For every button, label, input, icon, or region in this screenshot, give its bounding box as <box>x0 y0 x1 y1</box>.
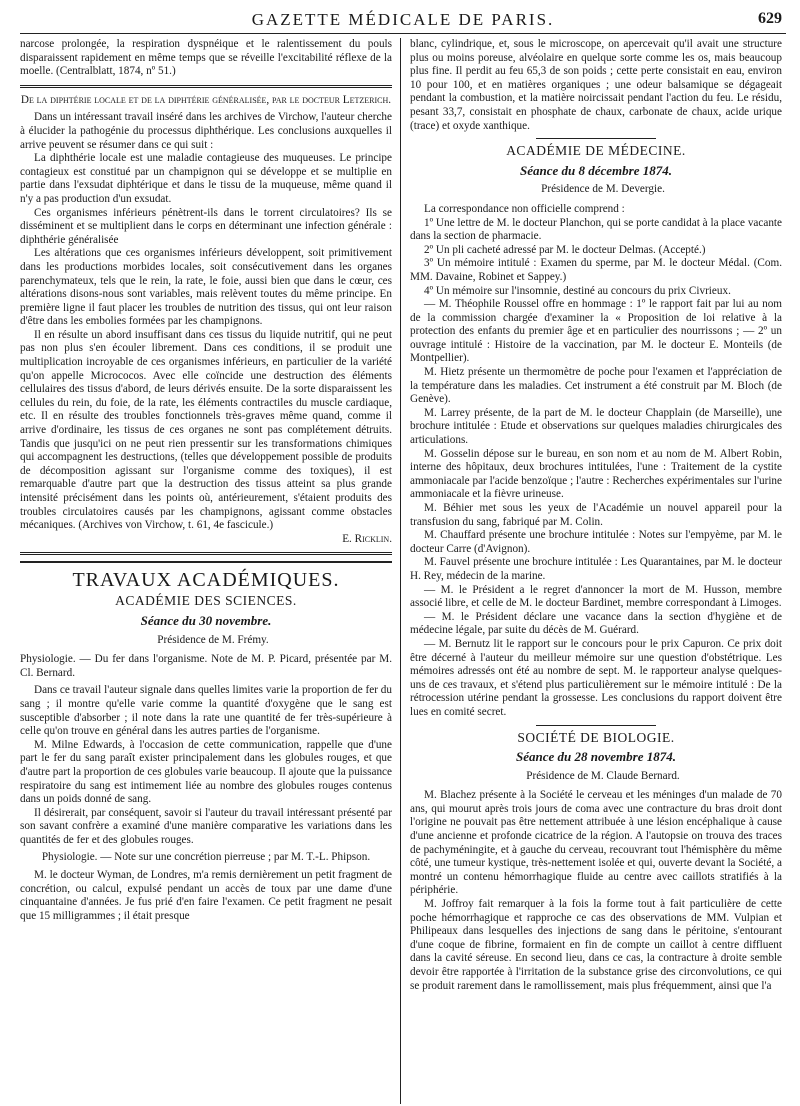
divider <box>536 725 656 726</box>
session-heading: Séance du 8 décembre 1874. <box>519 162 672 178</box>
divider <box>20 561 392 563</box>
paragraph: M. Blachez présente à la Société le cerveau et les méninges d'un malade de 70 ans, qui mourut après trois jours de coma avec une contracture du bras droit dont l'origine ne pouvait pas être nettement attribuée à une lésion encéphalique à cause d'une ancienne et profonde cicatrice de la région. A l'autopsie on trouva des traces de pachyméningite, et à gauche du cerveau, recouvrant tout l'hémisphère du même côté, une tumeur kystique, très-nettement isolée et qui, ouverte devant la Société, a montré un contenu hémorrhagique fluide au centre avec caillots stratifiés à la périphérie. <box>410 789 782 897</box>
paragraph: Il désirerait, par conséquent, savoir si l'auteur du travail intéressant présenté par son savant confrère a examiné d'une manière comparative les variations dans les quantités de fer et des globules rouges. <box>20 806 392 846</box>
paragraph: Ces organismes inférieurs pénètrent-ils dans le torrent circulatoires? Ils se disséminent et se multiplient dans le corps en déterminant une infection générale : diphthérie généralisée <box>20 206 392 246</box>
paragraph: M. Larrey présente, de la part de M. le docteur Chapplain (de Marseille), une brochure intitulée : Etude et observations sur quelques maladies chirurgicales des articulations. <box>410 406 782 447</box>
divider <box>20 85 392 88</box>
header-rule <box>20 33 786 34</box>
paragraph: — M. le Président déclare une vacance dans la section d'hygiène et de médecine légale, par suite du décès de M. Guérard. <box>410 610 782 637</box>
paragraph: Il en résulte un abord insuffisant dans ces tissus du liquide nutritif, qui ne peut pas non plus s'en écouler librement. Dans ces conditions, il se produit une multiplication incroyable de ces organismes inférieurs, en particulier de la variété qu'on appelle Micrococos. Avec elle coïncide une destruction des éléments cellulaires des tissus d'abord, de leurs dérivés ensuite. De la sorte disparaissent les cellules du rein, du foie, de la rate, les éléments contractiles du muscle cardiaque, etc. Il en résulte des troubles fonctionnels très-graves même quand, comme il arrive d'ordinaire, les tissus de ces organes ne sont pas complétement détruits. Tandis que jusqu'ici on ne peut rien pressentir sur les transformations chimiques qui accompagnent les destructions, (telles que développement possible de produits de décomposition agissant sur l'organisme comme des toxiques), il est remarquable d'autre part que la destruction des tissus atteint sa plus grande intensité précisément dans les points où, antérieurement, s'étaient produits des troubles circulatoires causés par les champignons, agissant comme obstacles mécaniques. (Archives von Virchow, t. 61, 4e fascicule.) <box>20 328 392 532</box>
academy-title: ACADÉMIE DES SCIENCES. <box>115 593 297 609</box>
paragraph: La correspondance non officielle comprend : <box>424 202 625 215</box>
paragraph: M. le docteur Wyman, de Londres, m'a remis dernièrement un petit fragment de concrétion, ou calcul, expulsé pendant un accès de toux par une dame d'une cinquantaine d'années. Je fus prié d'en faire l'examen. Ce petit fragment ne pesait que 15 milligrammes ; il était presque <box>20 869 392 922</box>
paragraph: M. Chauffard présente une brochure intitulée : Notes sur l'empyème, par M. le docteur Carre (d'Avignon). <box>410 529 782 555</box>
paragraph: M. Hietz présente un thermomètre de poche pour l'examen et l'appréciation de la température dans les maladies. Cet instrument a été construit par M. Bloch (de Genève). <box>410 366 782 406</box>
paragraph: M. Fauvel présente une brochure intitulée : Les Quarantaines, par M. le docteur H. Rey, médecin de la marine. <box>410 556 782 582</box>
divider <box>20 552 392 555</box>
paragraph: M. Béhier met sous les yeux de l'Académie un nouvel appareil pour la transfusion du sang, fabriqué par M. Colin. <box>410 502 782 528</box>
paragraph: Dans un intéressant travail inséré dans les archives de Virchow, l'auteur cherche à élucider la pathogénie du processus diphthérique. Les conclusions auxquelles il arrive peuvent se résumer dans ce qui suit : <box>20 111 392 151</box>
paragraph: 3º Un mémoire intitulé : Examen du sperme, par M. le docteur Médal. (Com. MM. Davaine, Robinet et Sappey.) <box>410 257 782 283</box>
society-title: SOCIÉTÉ DE BIOLOGIE. <box>517 729 675 745</box>
paragraph: — M. Théophile Roussel offre en hommage : 1º le rapport fait par lui au nom de la commission chargée d'examiner la « Proposition de loi relative à la protection des enfants du premier âge et en particulier des nourrissons ; — 2º un ouvrage intitulé : Histoire de la vaccination, par M. le docteur E. Monteils (de Montpellier). <box>410 298 782 365</box>
paragraph: — M. le Président a le regret d'annoncer la mort de M. Husson, membre associé libre, et celle de M. le docteur Bardinet, membre correspondant à Limoges. <box>410 583 782 610</box>
paragraph: M. Milne Edwards, à l'occasion de cette communication, rappelle que d'une part le fer du sang paraît exister principalement dans les globules rouges, et que d'autre part la proportion de ces globules varie beaucoup. Il ajoute que la puissance respiratoire du sang est intimement liée au nombre des globules rouges contenus dans un poids donné de sang. <box>20 738 392 806</box>
paragraph: — M. Bernutz lit le rapport sur le concours pour le prix Capuron. Ce prix doit être décerné à l'auteur du meilleur mémoire sur une question d'obstétrique. Les mémoires adressés ont été au nombre de sept. M. le rapporteur analyse quelques-uns de ces travaux, et s'étend plus particulièrement sur le mémoire intitulé : De la rétrocession utérine pendant la grossesse. Les conclusions du rapport doivent être lues en comité secret. <box>410 637 782 718</box>
signature: E. Ricklin. <box>342 532 392 545</box>
paragraph: Les altérations que ces organismes inférieurs développent, soit primitivement dans les productions morbides locales, soit consécutivement dans les organes parenchymateux, tels que le rein, la rate, le foie, aussi bien que dans le cœur, ces altérations disons-nous sont variables, mais relèvent toutes du même principe. En première ligne il faut placer les troubles de nutrition des tissus, qui ont leur raison d'être dans les embolies formées par les champignons. <box>20 247 392 328</box>
paragraph: 1º Une lettre de M. le docteur Planchon, qui se porte candidat à la place vacante dans la section de pharmacie. <box>410 216 782 243</box>
presidency: Présidence de M. Frémy. <box>157 633 269 646</box>
presidency: Présidence de M. Claude Bernard. <box>526 769 680 782</box>
paragraph: Dans ce travail l'auteur signale dans quelles limites varie la proportion de fer du sang ; il montre qu'elle varie comme la quantité d'oxygène que le sang est susceptible d'absorber ; il note dans la rate une quantité de fer très-supérieure à celle qu'on trouve en général dans les autres parties de l'organisme. <box>20 684 392 738</box>
page-header <box>20 4 786 34</box>
right-column <box>410 38 782 1104</box>
journal-title: GAZETTE MÉDICALE DE PARIS. <box>251 10 555 29</box>
paragraph: 4º Un mémoire sur l'insomnie, destiné au concours du prix Civrieux. <box>424 284 731 297</box>
paragraph: narcose prolongée, la respiration dyspnéique et le ralentissement du pouls disparaissent rapidement en même temps que se réveille l'excitabilité réflexe de la moelle. (Centralblatt, 1874, nº 51.) <box>20 38 392 78</box>
session-heading: Séance du 28 novembre 1874. <box>516 749 676 765</box>
left-column <box>20 38 392 1104</box>
page-number: 629 <box>758 10 782 27</box>
column-rule <box>400 38 401 1104</box>
section-title: TRAVAUX ACADÉMIQUES. <box>72 569 340 592</box>
paragraph: La diphthérie locale est une maladie contagieuse des muqueuses. Le principe contagieux est constitué par un champignon qui se développe et se multiplie en partie dans l'exsudat diphtérique et dans le tissu de la muqueuse, même quand il n'y a pas production d'un exsudat. <box>20 152 392 205</box>
presidency: Présidence de M. Devergie. <box>541 183 665 196</box>
paragraph: M. Gosselin dépose sur le bureau, en son nom et au nom de M. Albert Robin, interne des hôpitaux, deux brochures intitulées, l'une : Traitement de la cystite ammoniacale par l'acide benzoïque ; l'autre : Recherches expérimentales sur l'urine ammoniacale et la fièvre urineuse. <box>410 447 782 501</box>
note-heading: Physiologie. — Du fer dans l'organisme. Note de M. P. Picard, présentée par M. Cl. Bernard. <box>20 653 392 679</box>
article-title: De la diphtérie locale et de la diphtérie généralisée, par le docteur Letzerich. <box>20 93 392 106</box>
paragraph: 2º Un pli cacheté adressé par M. le docteur Delmas. (Accepté.) <box>424 243 706 256</box>
session-heading: Séance du 30 novembre. <box>140 612 272 628</box>
paragraph: blanc, cylindrique, et, sous le microscope, on apercevait qu'il avait une structure plus ou moins poreuse, alvéolaire en quelque sorte comme les os, mais beaucoup plus fine. Il perdit au feu 65,3 de son poids ; cette perte consistait en eau, environ 10 pour 100, et en matières organiques ; une odeur balsamique se dégageait pendant la combustion, et la matière noircissait pendant l'action du feu. Le résidu, pesant 33,7, consistait en phosphate de chaux, carbonate de chaux, acide urique (trace) et oxyde xanthique. <box>410 38 782 132</box>
academy-title: ACADÉMIE DE MÉDECINE. <box>506 143 686 159</box>
paragraph: M. Joffroy fait remarquer à la fois la forme tout à fait particulière de cette poche hémorrhagique et rapproche ce cas des observations de MM. Vulpian et Philipeaux dans lesquelles des injections de sang dans le péritoine, s'entourant d'une coque de fibrine, formaient en fin de compte un caillot à centre diffluent dans la cavité séreuse. En second lieu, dans ce cas, la contracture à droite semble devoir être rapportée à l'irritation de la substance grise des circonvolutions, ce qui se produit rarement dans le ramollissement, mais plus fréquemment, ainsi que l'a <box>410 898 782 992</box>
note-heading: Physiologie. — Note sur une concrétion pierreuse ; par M. T.-L. Phipson. <box>41 851 371 864</box>
divider <box>536 138 656 139</box>
